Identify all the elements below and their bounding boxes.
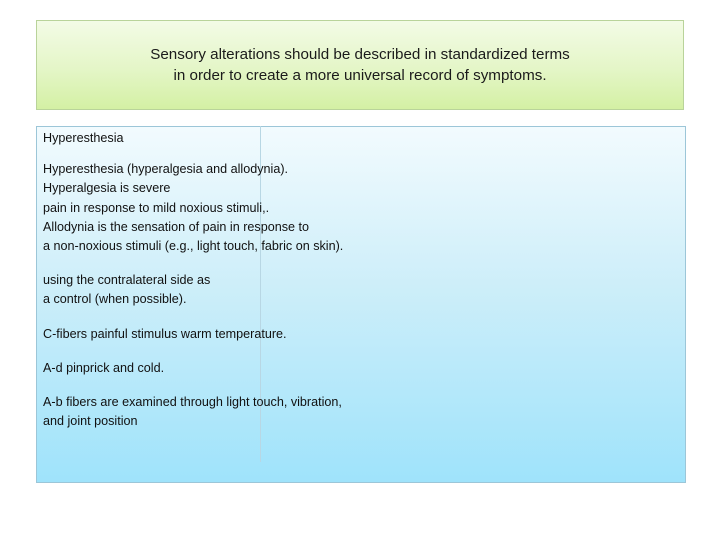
paragraph-line: a non-noxious stimuli (e.g., light touch, fabric on skin). xyxy=(43,239,344,254)
slide-title-box xyxy=(36,20,684,110)
slide-content xyxy=(43,128,423,431)
paragraph-a-b-fibers xyxy=(43,393,423,431)
paragraph-line: Hyperesthesia (hyperalgesia and allodynia). xyxy=(43,162,289,177)
paragraph-line: A-b fibers are examined through light touch, vibration, xyxy=(43,395,342,410)
slide-title: Sensory alterations should be described in standardized terms in order to create a more universal record of symptoms. xyxy=(150,46,570,84)
paragraph-line: Allodynia is the sensation of pain in response to xyxy=(43,219,310,234)
paragraph-line: a control (when possible). xyxy=(43,292,187,307)
paragraph-line: pain in response to mild noxious stimuli,. xyxy=(43,200,270,215)
content-heading: Hyperesthesia xyxy=(43,131,124,145)
paragraph-contralateral xyxy=(43,271,423,309)
paragraph-a-d: A-d pinprick and cold. xyxy=(43,360,165,375)
paragraph-line: and joint position xyxy=(43,414,138,429)
paragraph-line: Hyperalgesia is severe xyxy=(43,181,171,196)
paragraph-hyperesthesia xyxy=(43,160,423,256)
paragraph-line: using the contralateral side as xyxy=(43,273,211,288)
paragraph-c-fibers: C-fibers painful stimulus warm temperature. xyxy=(43,326,287,341)
